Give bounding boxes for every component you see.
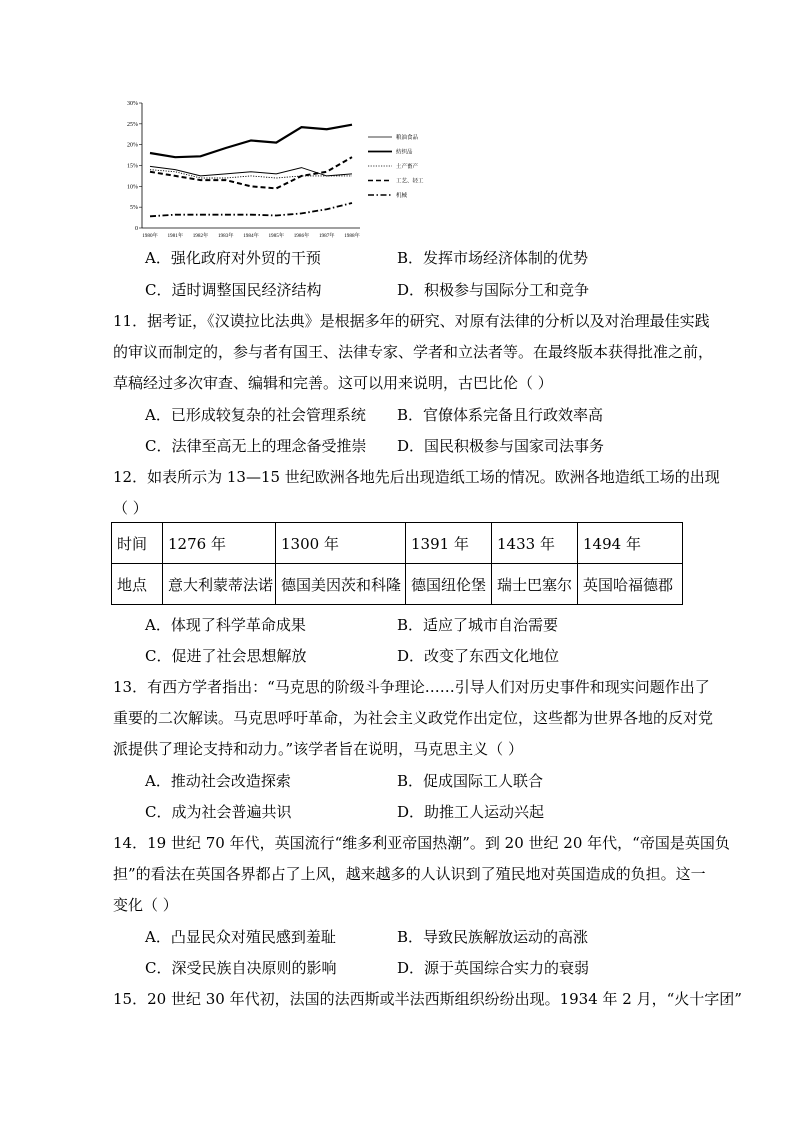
table-cell: 1494 年 <box>578 523 683 564</box>
series-line-5 <box>150 203 352 216</box>
q10-option-c: C．适时调整国民经济结构 <box>145 281 322 299</box>
q11-option-b: B．官僚体系完备且行政效率高 <box>397 406 604 424</box>
q13-option-b: B．促成国际工人联合 <box>397 772 544 790</box>
q13-stem-line2: 重要的二次解读。马克思呼吁革命，为社会主义政党作出定位，这些都为世界各地的反对党 <box>113 709 714 727</box>
q11-stem-line2: 的审议而制定的，参与者有国王、法律专家、学者和立法者等。在最终版本获得批准之前， <box>113 343 714 361</box>
y-tick-label: 30% <box>127 101 138 107</box>
x-tick-label: 1986年 <box>293 233 310 239</box>
table-cell: 1391 年 <box>406 523 492 564</box>
q15-stem-line1: 15．20 世纪 30 年代初，法国的法西斯或半法西斯组织纷纷出现。1934 年 2 月，“火十字团” <box>113 990 742 1008</box>
legend-label: 工艺、轻工 <box>396 178 424 185</box>
q14-option-b: B．导致民族解放运动的高涨 <box>397 928 589 946</box>
table-row <box>112 564 683 605</box>
q14-option-d: D．源于英国综合实力的衰弱 <box>397 959 590 977</box>
q12-option-b: B．适应了城市自治需要 <box>397 616 559 634</box>
q12-stem-line1: 12．如表所示为 13—15 世纪欧洲各地先后出现造纸工场的情况。欧洲各地造纸工场的出现 <box>113 468 720 486</box>
legend-label: 纺织品 <box>396 149 413 156</box>
paper-mill-table <box>111 522 683 605</box>
q11-stem-line3: 草稿经过多次审查、编辑和完善。这可以用来说明，古巴比伦（ ） <box>113 374 553 392</box>
q12-option-a: A．体现了科学革命成果 <box>145 616 306 634</box>
table-cell: 地点 <box>112 564 163 605</box>
q12-option-c: C．促进了社会思想解放 <box>145 647 307 665</box>
legend-label: 粮油食品 <box>396 135 419 141</box>
legend-label: 机械 <box>396 193 408 199</box>
q13-option-a: A．推动社会改造探索 <box>145 772 291 790</box>
q10-option-d: D．积极参与国际分工和竞争 <box>397 281 590 299</box>
table-cell: 1300 年 <box>276 523 406 564</box>
y-tick-label: 25% <box>127 121 138 128</box>
x-tick-label: 1981年 <box>167 233 184 239</box>
series-line-1 <box>150 166 352 176</box>
q14-stem-line1: 14．19 世纪 70 年代，英国流行“维多利亚帝国热潮”。到 20 世纪 20 年代，“帝国是英国负 <box>113 834 730 852</box>
table-cell: 瑞士巴塞尔 <box>492 564 578 605</box>
y-tick-label: 10% <box>127 184 138 191</box>
q11-option-c: C．法律至高无上的理念备受推崇 <box>145 437 367 455</box>
q13-stem-line1: 13．有西方学者指出：“马克思的阶级斗争理论……引导人们对历史事件和现实问题作出了 <box>113 678 710 696</box>
q11-stem-line1: 11．据考证，《汉谟拉比法典》是根据多年的研究、对原有法律的分析以及对治理最佳实践 <box>113 312 710 330</box>
x-tick-label: 1988年 <box>344 233 360 239</box>
series-line-4 <box>150 157 352 188</box>
x-tick-label: 1982年 <box>192 233 209 239</box>
q14-stem-line3: 变化（ ） <box>113 896 178 914</box>
table-cell: 1433 年 <box>492 523 578 564</box>
legend-label: 土产畜产 <box>396 164 419 170</box>
q14-stem-line2: 担”的看法在英国各界都占了上风，越来越多的人认识到了殖民地对英国造成的负担。这一 <box>113 865 706 883</box>
q10-option-a: A．强化政府对外贸的干预 <box>145 249 321 267</box>
y-tick-label: 20% <box>127 142 138 149</box>
x-tick-label: 1983年 <box>217 233 234 239</box>
table-row <box>112 523 683 564</box>
table-cell: 时间 <box>112 523 163 564</box>
q12-stem-line2: （ ） <box>113 499 148 517</box>
export-line-chart <box>110 95 430 245</box>
series-line-2 <box>150 125 352 158</box>
x-tick-label: 1980年 <box>142 233 158 239</box>
chart-svg <box>110 95 430 245</box>
table-cell: 德国纽伦堡 <box>406 564 492 605</box>
q10-option-b: B．发挥市场经济体制的优势 <box>397 249 589 267</box>
q13-option-d: D．助推工人运动兴起 <box>397 803 545 821</box>
q11-option-a: A．已形成较复杂的社会管理系统 <box>145 406 366 424</box>
q11-option-d: D．国民积极参与国家司法事务 <box>397 437 605 455</box>
table-cell: 英国哈福德郡 <box>578 564 683 605</box>
x-tick-label: 1984年 <box>243 233 259 239</box>
table-cell: 意大利蒙蒂法诺 <box>163 564 276 605</box>
y-tick-label: 5% <box>130 205 138 212</box>
table-cell: 1276 年 <box>163 523 276 564</box>
x-tick-label: 1985年 <box>268 233 285 239</box>
x-tick-label: 1987年 <box>318 233 335 239</box>
y-tick-label: 15% <box>127 163 138 170</box>
q14-option-c: C．深受民族自决原则的影响 <box>145 959 337 977</box>
q13-stem-line3: 派提供了理论支持和动力。”该学者旨在说明，马克思主义（ ） <box>113 740 523 758</box>
q13-option-c: C．成为社会普遍共识 <box>145 803 292 821</box>
y-tick-label: 0 <box>135 226 138 232</box>
q14-option-a: A．凸显民众对殖民感到羞耻 <box>145 928 336 946</box>
table-cell: 德国美因茨和科隆 <box>276 564 406 605</box>
q12-option-d: D．改变了东西文化地位 <box>397 647 560 665</box>
